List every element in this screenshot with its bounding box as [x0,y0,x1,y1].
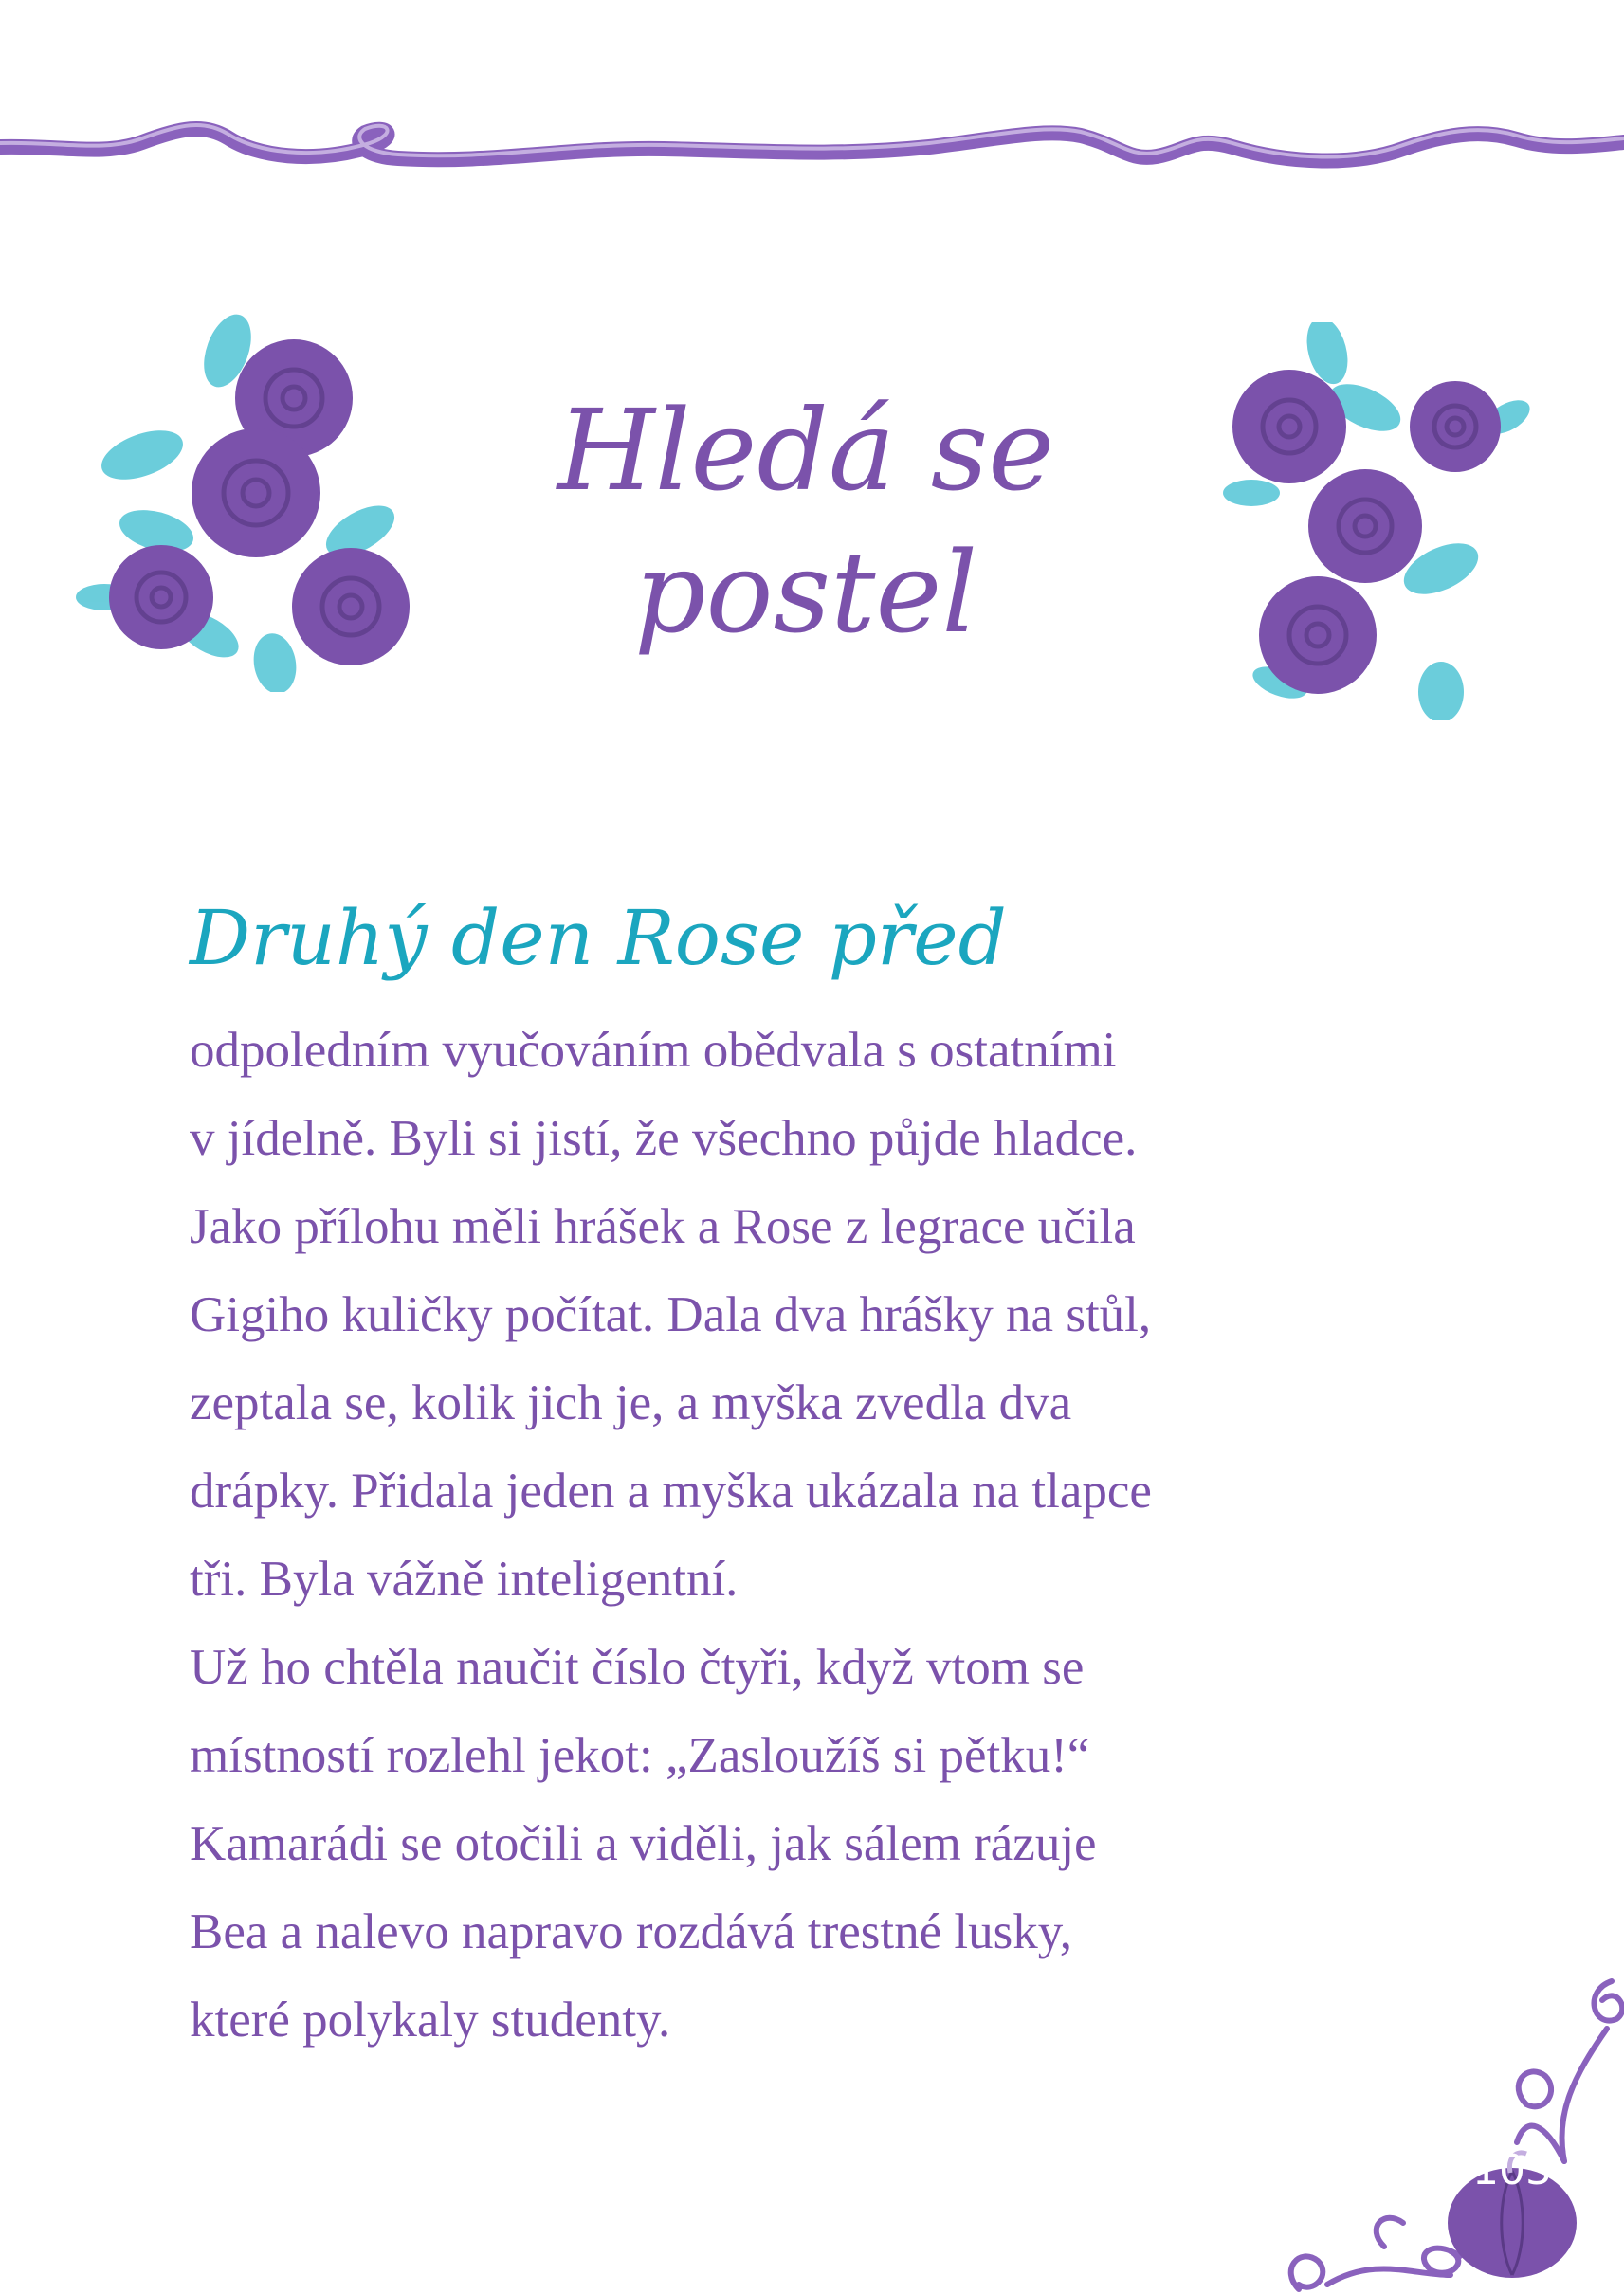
page-number: 103 [1472,2146,1552,2194]
lead-in-text: Druhý den Rose před [190,894,1007,982]
body-line: Jako přílohu měli hrášek a Rose z legrace učila [190,1199,1136,1254]
body-line: tři. Byla vážně inteligentní. [190,1552,739,1607]
body-line: Gigiho kuličky počítat. Dala dva hrášky na stůl, [190,1287,1152,1342]
rose-bouquet-left-icon [76,313,417,692]
chapter-title-line-1: Hledá se [557,385,1055,516]
body-line: které polykaly studenty. [190,1993,671,2048]
body-line: drápky. Přidala jeden a myška ukázala na tlapce [190,1464,1152,1519]
ribbon-border-icon [0,90,1624,194]
body-line: odpoledním vyučováním obědvala s ostatními [190,1023,1117,1078]
body-line: místností rozlehl jekot: „Zasloužíš si pětku!“ [190,1728,1090,1783]
chapter-title [455,379,1157,664]
body-paragraph [190,1007,1375,2065]
body-line: v jídelně. Byli si jistí, že všechno půjde hladce. [190,1111,1138,1166]
body-line: Bea a nalevo napravo rozdává trestné lusky, [190,1904,1073,1959]
rose-bouquet-right-icon [1223,322,1545,720]
body-line: Kamarádi se otočili a viděli, jak sálem rázuje [190,1816,1097,1871]
chapter-title-line-2: postel [633,527,978,658]
body-line: zeptala se, kolik jich je, a myška zvedla dva [190,1375,1072,1430]
swirl-vine-icon [1242,1972,1624,2294]
body-line: Už ho chtěla naučit číslo čtyři, když vtom se [190,1640,1085,1695]
